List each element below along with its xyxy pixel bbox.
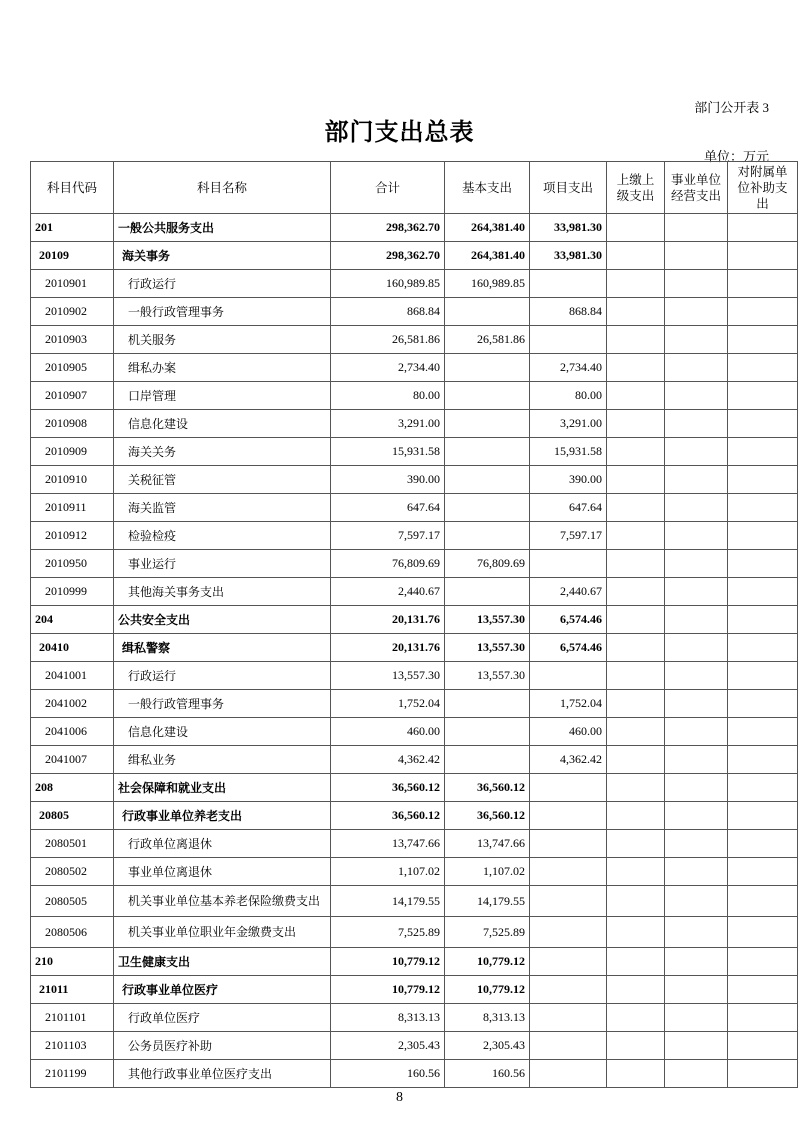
cell-subsidy bbox=[728, 634, 798, 662]
cell-business bbox=[665, 214, 728, 242]
cell-code: 201 bbox=[31, 214, 114, 242]
page-number: 8 bbox=[396, 1090, 403, 1105]
cell-name: 关税征管 bbox=[114, 466, 331, 494]
cell-total: 36,560.12 bbox=[331, 802, 445, 830]
cell-basic bbox=[445, 298, 530, 326]
cell-business bbox=[665, 830, 728, 858]
cell-basic bbox=[445, 718, 530, 746]
table-row bbox=[31, 214, 798, 242]
table-row bbox=[31, 1060, 798, 1088]
cell-subsidy bbox=[728, 242, 798, 270]
cell-code: 2080506 bbox=[31, 917, 114, 948]
cell-project: 647.64 bbox=[530, 494, 607, 522]
cell-subsidy bbox=[728, 438, 798, 466]
table-row bbox=[31, 802, 798, 830]
col-header-total: 合计 bbox=[331, 162, 445, 214]
cell-code: 2010912 bbox=[31, 522, 114, 550]
cell-project bbox=[530, 550, 607, 578]
cell-total: 10,779.12 bbox=[331, 948, 445, 976]
cell-name: 事业运行 bbox=[114, 550, 331, 578]
col-header-project: 项目支出 bbox=[530, 162, 607, 214]
cell-name: 公务员医疗补助 bbox=[114, 1032, 331, 1060]
cell-code: 2080502 bbox=[31, 858, 114, 886]
cell-upper bbox=[607, 718, 665, 746]
table-row bbox=[31, 1004, 798, 1032]
cell-name: 行政单位离退休 bbox=[114, 830, 331, 858]
cell-basic: 36,560.12 bbox=[445, 802, 530, 830]
cell-subsidy bbox=[728, 410, 798, 438]
col-header-code: 科目代码 bbox=[31, 162, 114, 214]
cell-total: 13,557.30 bbox=[331, 662, 445, 690]
col-header-name: 科目名称 bbox=[114, 162, 331, 214]
cell-upper bbox=[607, 774, 665, 802]
cell-subsidy bbox=[728, 802, 798, 830]
cell-subsidy bbox=[728, 214, 798, 242]
table-row bbox=[31, 886, 798, 917]
cell-name: 机关事业单位职业年金缴费支出 bbox=[114, 917, 331, 948]
cell-business bbox=[665, 298, 728, 326]
cell-business bbox=[665, 522, 728, 550]
cell-subsidy bbox=[728, 326, 798, 354]
table-row bbox=[31, 410, 798, 438]
cell-basic: 10,779.12 bbox=[445, 948, 530, 976]
cell-upper bbox=[607, 410, 665, 438]
cell-upper bbox=[607, 886, 665, 917]
cell-business bbox=[665, 886, 728, 917]
cell-upper bbox=[607, 550, 665, 578]
cell-code: 2041006 bbox=[31, 718, 114, 746]
cell-name: 缉私业务 bbox=[114, 746, 331, 774]
cell-upper bbox=[607, 1060, 665, 1088]
cell-upper bbox=[607, 976, 665, 1004]
cell-code: 208 bbox=[31, 774, 114, 802]
cell-basic bbox=[445, 466, 530, 494]
cell-name: 事业单位离退休 bbox=[114, 858, 331, 886]
cell-name: 行政运行 bbox=[114, 662, 331, 690]
cell-code: 2041007 bbox=[31, 746, 114, 774]
cell-total: 4,362.42 bbox=[331, 746, 445, 774]
col-header-upper: 上缴上级支出 bbox=[607, 162, 665, 214]
cell-total: 1,752.04 bbox=[331, 690, 445, 718]
cell-upper bbox=[607, 634, 665, 662]
cell-subsidy bbox=[728, 948, 798, 976]
cell-subsidy bbox=[728, 606, 798, 634]
cell-code: 2041001 bbox=[31, 662, 114, 690]
cell-basic bbox=[445, 746, 530, 774]
cell-code: 2010911 bbox=[31, 494, 114, 522]
cell-project bbox=[530, 886, 607, 917]
cell-basic: 264,381.40 bbox=[445, 214, 530, 242]
cell-upper bbox=[607, 326, 665, 354]
cell-name: 信息化建设 bbox=[114, 718, 331, 746]
cell-upper bbox=[607, 522, 665, 550]
cell-business bbox=[665, 410, 728, 438]
cell-total: 26,581.86 bbox=[331, 326, 445, 354]
cell-business bbox=[665, 466, 728, 494]
cell-project: 2,734.40 bbox=[530, 354, 607, 382]
cell-code: 21011 bbox=[31, 976, 114, 1004]
cell-code: 2010903 bbox=[31, 326, 114, 354]
cell-name: 行政事业单位医疗 bbox=[114, 976, 331, 1004]
cell-subsidy bbox=[728, 690, 798, 718]
cell-code: 204 bbox=[31, 606, 114, 634]
cell-basic: 7,525.89 bbox=[445, 917, 530, 948]
table-row bbox=[31, 606, 798, 634]
cell-basic: 13,557.30 bbox=[445, 662, 530, 690]
cell-upper bbox=[607, 354, 665, 382]
table-row bbox=[31, 550, 798, 578]
cell-name: 海关事务 bbox=[114, 242, 331, 270]
cell-project bbox=[530, 858, 607, 886]
cell-code: 20805 bbox=[31, 802, 114, 830]
cell-project: 2,440.67 bbox=[530, 578, 607, 606]
cell-subsidy bbox=[728, 746, 798, 774]
cell-total: 160,989.85 bbox=[331, 270, 445, 298]
cell-business bbox=[665, 242, 728, 270]
cell-total: 14,179.55 bbox=[331, 886, 445, 917]
cell-project: 4,362.42 bbox=[530, 746, 607, 774]
table-row bbox=[31, 917, 798, 948]
cell-subsidy bbox=[728, 494, 798, 522]
cell-project: 15,931.58 bbox=[530, 438, 607, 466]
cell-total: 20,131.76 bbox=[331, 634, 445, 662]
cell-upper bbox=[607, 662, 665, 690]
cell-basic bbox=[445, 410, 530, 438]
cell-basic bbox=[445, 522, 530, 550]
cell-name: 其他海关事务支出 bbox=[114, 578, 331, 606]
cell-subsidy bbox=[728, 270, 798, 298]
cell-subsidy bbox=[728, 1060, 798, 1088]
table-row bbox=[31, 578, 798, 606]
cell-upper bbox=[607, 690, 665, 718]
cell-project bbox=[530, 917, 607, 948]
cell-business bbox=[665, 662, 728, 690]
cell-basic: 264,381.40 bbox=[445, 242, 530, 270]
cell-subsidy bbox=[728, 1032, 798, 1060]
cell-code: 210 bbox=[31, 948, 114, 976]
cell-total: 36,560.12 bbox=[331, 774, 445, 802]
table-row bbox=[31, 382, 798, 410]
table-row bbox=[31, 830, 798, 858]
cell-upper bbox=[607, 606, 665, 634]
cell-upper bbox=[607, 382, 665, 410]
cell-basic: 14,179.55 bbox=[445, 886, 530, 917]
cell-business bbox=[665, 746, 728, 774]
page-title: 部门支出总表 bbox=[324, 120, 475, 146]
cell-total: 20,131.76 bbox=[331, 606, 445, 634]
cell-project: 33,981.30 bbox=[530, 242, 607, 270]
cell-project: 6,574.46 bbox=[530, 606, 607, 634]
cell-business bbox=[665, 917, 728, 948]
cell-name: 卫生健康支出 bbox=[114, 948, 331, 976]
cell-basic: 160,989.85 bbox=[445, 270, 530, 298]
cell-project bbox=[530, 326, 607, 354]
cell-name: 海关关务 bbox=[114, 438, 331, 466]
cell-code: 2101103 bbox=[31, 1032, 114, 1060]
cell-business bbox=[665, 578, 728, 606]
cell-business bbox=[665, 976, 728, 1004]
cell-upper bbox=[607, 746, 665, 774]
cell-name: 其他行政事业单位医疗支出 bbox=[114, 1060, 331, 1088]
cell-upper bbox=[607, 214, 665, 242]
cell-total: 10,779.12 bbox=[331, 976, 445, 1004]
cell-business bbox=[665, 802, 728, 830]
cell-business bbox=[665, 948, 728, 976]
table-row bbox=[31, 948, 798, 976]
expenditure-table bbox=[30, 161, 798, 1088]
cell-project: 868.84 bbox=[530, 298, 607, 326]
cell-code: 2010901 bbox=[31, 270, 114, 298]
cell-business bbox=[665, 606, 728, 634]
table-row bbox=[31, 718, 798, 746]
cell-code: 2010905 bbox=[31, 354, 114, 382]
cell-name: 海关监管 bbox=[114, 494, 331, 522]
table-row bbox=[31, 354, 798, 382]
cell-total: 460.00 bbox=[331, 718, 445, 746]
cell-project bbox=[530, 1032, 607, 1060]
cell-total: 390.00 bbox=[331, 466, 445, 494]
cell-total: 7,597.17 bbox=[331, 522, 445, 550]
table-row bbox=[31, 690, 798, 718]
table-row bbox=[31, 466, 798, 494]
cell-upper bbox=[607, 858, 665, 886]
table-row bbox=[31, 858, 798, 886]
cell-project: 7,597.17 bbox=[530, 522, 607, 550]
cell-project bbox=[530, 270, 607, 298]
cell-name: 缉私办案 bbox=[114, 354, 331, 382]
cell-code: 2041002 bbox=[31, 690, 114, 718]
cell-name: 信息化建设 bbox=[114, 410, 331, 438]
cell-total: 15,931.58 bbox=[331, 438, 445, 466]
cell-basic bbox=[445, 494, 530, 522]
form-number: 部门公开表 3 bbox=[694, 100, 769, 115]
table-row bbox=[31, 746, 798, 774]
cell-business bbox=[665, 494, 728, 522]
cell-total: 868.84 bbox=[331, 298, 445, 326]
cell-subsidy bbox=[728, 578, 798, 606]
cell-basic bbox=[445, 690, 530, 718]
cell-upper bbox=[607, 270, 665, 298]
cell-code: 2010908 bbox=[31, 410, 114, 438]
cell-upper bbox=[607, 438, 665, 466]
cell-upper bbox=[607, 948, 665, 976]
cell-basic: 1,107.02 bbox=[445, 858, 530, 886]
cell-code: 2010910 bbox=[31, 466, 114, 494]
cell-code: 2080505 bbox=[31, 886, 114, 917]
table-row bbox=[31, 270, 798, 298]
cell-basic: 13,557.30 bbox=[445, 634, 530, 662]
cell-project bbox=[530, 802, 607, 830]
cell-code: 2101199 bbox=[31, 1060, 114, 1088]
cell-subsidy bbox=[728, 298, 798, 326]
cell-business bbox=[665, 354, 728, 382]
cell-name: 一般行政管理事务 bbox=[114, 690, 331, 718]
table-row bbox=[31, 438, 798, 466]
cell-name: 行政运行 bbox=[114, 270, 331, 298]
cell-upper bbox=[607, 494, 665, 522]
cell-total: 13,747.66 bbox=[331, 830, 445, 858]
cell-business bbox=[665, 1004, 728, 1032]
cell-basic: 8,313.13 bbox=[445, 1004, 530, 1032]
table-row bbox=[31, 298, 798, 326]
cell-business bbox=[665, 858, 728, 886]
cell-subsidy bbox=[728, 550, 798, 578]
cell-project bbox=[530, 948, 607, 976]
cell-subsidy bbox=[728, 830, 798, 858]
unit-label: 单位：万元 bbox=[703, 149, 769, 164]
cell-project: 390.00 bbox=[530, 466, 607, 494]
cell-code: 2010902 bbox=[31, 298, 114, 326]
cell-code: 2101101 bbox=[31, 1004, 114, 1032]
cell-project: 80.00 bbox=[530, 382, 607, 410]
cell-subsidy bbox=[728, 1004, 798, 1032]
cell-code: 2010907 bbox=[31, 382, 114, 410]
cell-business bbox=[665, 718, 728, 746]
table-row bbox=[31, 634, 798, 662]
cell-basic: 26,581.86 bbox=[445, 326, 530, 354]
cell-subsidy bbox=[728, 662, 798, 690]
cell-upper bbox=[607, 830, 665, 858]
cell-total: 1,107.02 bbox=[331, 858, 445, 886]
cell-upper bbox=[607, 298, 665, 326]
cell-project: 1,752.04 bbox=[530, 690, 607, 718]
cell-code: 2010999 bbox=[31, 578, 114, 606]
cell-total: 160.56 bbox=[331, 1060, 445, 1088]
cell-upper bbox=[607, 917, 665, 948]
cell-name: 社会保障和就业支出 bbox=[114, 774, 331, 802]
cell-business bbox=[665, 1032, 728, 1060]
cell-basic: 76,809.69 bbox=[445, 550, 530, 578]
cell-project: 460.00 bbox=[530, 718, 607, 746]
cell-subsidy bbox=[728, 466, 798, 494]
cell-basic: 160.56 bbox=[445, 1060, 530, 1088]
cell-basic: 10,779.12 bbox=[445, 976, 530, 1004]
cell-total: 2,440.67 bbox=[331, 578, 445, 606]
cell-business bbox=[665, 326, 728, 354]
cell-project bbox=[530, 1004, 607, 1032]
cell-subsidy bbox=[728, 976, 798, 1004]
cell-project: 33,981.30 bbox=[530, 214, 607, 242]
cell-project bbox=[530, 662, 607, 690]
cell-subsidy bbox=[728, 858, 798, 886]
cell-name: 一般公共服务支出 bbox=[114, 214, 331, 242]
col-header-business: 事业单位经营支出 bbox=[665, 162, 728, 214]
table-row bbox=[31, 1032, 798, 1060]
cell-upper bbox=[607, 578, 665, 606]
cell-basic bbox=[445, 578, 530, 606]
cell-code: 2010909 bbox=[31, 438, 114, 466]
cell-subsidy bbox=[728, 382, 798, 410]
cell-name: 行政单位医疗 bbox=[114, 1004, 331, 1032]
cell-total: 647.64 bbox=[331, 494, 445, 522]
cell-name: 一般行政管理事务 bbox=[114, 298, 331, 326]
cell-business bbox=[665, 270, 728, 298]
cell-business bbox=[665, 690, 728, 718]
col-header-basic: 基本支出 bbox=[445, 162, 530, 214]
cell-basic bbox=[445, 382, 530, 410]
cell-name: 公共安全支出 bbox=[114, 606, 331, 634]
cell-name: 机关事业单位基本养老保险缴费支出 bbox=[114, 886, 331, 917]
table-row bbox=[31, 522, 798, 550]
cell-upper bbox=[607, 1032, 665, 1060]
cell-basic: 36,560.12 bbox=[445, 774, 530, 802]
cell-code: 2080501 bbox=[31, 830, 114, 858]
cell-total: 3,291.00 bbox=[331, 410, 445, 438]
table-row bbox=[31, 326, 798, 354]
table-row bbox=[31, 242, 798, 270]
table-row bbox=[31, 976, 798, 1004]
cell-project bbox=[530, 830, 607, 858]
cell-total: 76,809.69 bbox=[331, 550, 445, 578]
cell-project bbox=[530, 976, 607, 1004]
cell-total: 7,525.89 bbox=[331, 917, 445, 948]
cell-name: 检验检疫 bbox=[114, 522, 331, 550]
cell-name: 机关服务 bbox=[114, 326, 331, 354]
cell-business bbox=[665, 634, 728, 662]
cell-upper bbox=[607, 1004, 665, 1032]
col-header-subsidy: 对附属单位补助支出 bbox=[728, 162, 798, 214]
cell-upper bbox=[607, 466, 665, 494]
cell-total: 2,734.40 bbox=[331, 354, 445, 382]
cell-subsidy bbox=[728, 917, 798, 948]
cell-name: 口岸管理 bbox=[114, 382, 331, 410]
table-row bbox=[31, 662, 798, 690]
table-header-row bbox=[31, 162, 798, 214]
cell-total: 298,362.70 bbox=[331, 242, 445, 270]
cell-basic bbox=[445, 354, 530, 382]
cell-upper bbox=[607, 802, 665, 830]
cell-total: 8,313.13 bbox=[331, 1004, 445, 1032]
cell-basic bbox=[445, 438, 530, 466]
cell-basic: 13,557.30 bbox=[445, 606, 530, 634]
cell-project bbox=[530, 774, 607, 802]
cell-code: 20109 bbox=[31, 242, 114, 270]
cell-subsidy bbox=[728, 774, 798, 802]
cell-total: 2,305.43 bbox=[331, 1032, 445, 1060]
cell-subsidy bbox=[728, 354, 798, 382]
cell-basic: 2,305.43 bbox=[445, 1032, 530, 1060]
cell-business bbox=[665, 774, 728, 802]
cell-total: 298,362.70 bbox=[331, 214, 445, 242]
cell-basic: 13,747.66 bbox=[445, 830, 530, 858]
table-row bbox=[31, 494, 798, 522]
cell-project bbox=[530, 1060, 607, 1088]
cell-subsidy bbox=[728, 886, 798, 917]
cell-business bbox=[665, 382, 728, 410]
cell-upper bbox=[607, 242, 665, 270]
cell-business bbox=[665, 1060, 728, 1088]
cell-name: 缉私警察 bbox=[114, 634, 331, 662]
cell-business bbox=[665, 550, 728, 578]
cell-total: 80.00 bbox=[331, 382, 445, 410]
cell-subsidy bbox=[728, 522, 798, 550]
cell-subsidy bbox=[728, 718, 798, 746]
table-body bbox=[31, 214, 798, 1088]
cell-project: 3,291.00 bbox=[530, 410, 607, 438]
cell-business bbox=[665, 438, 728, 466]
cell-code: 20410 bbox=[31, 634, 114, 662]
cell-name: 行政事业单位养老支出 bbox=[114, 802, 331, 830]
table-row bbox=[31, 774, 798, 802]
cell-project: 6,574.46 bbox=[530, 634, 607, 662]
cell-code: 2010950 bbox=[31, 550, 114, 578]
